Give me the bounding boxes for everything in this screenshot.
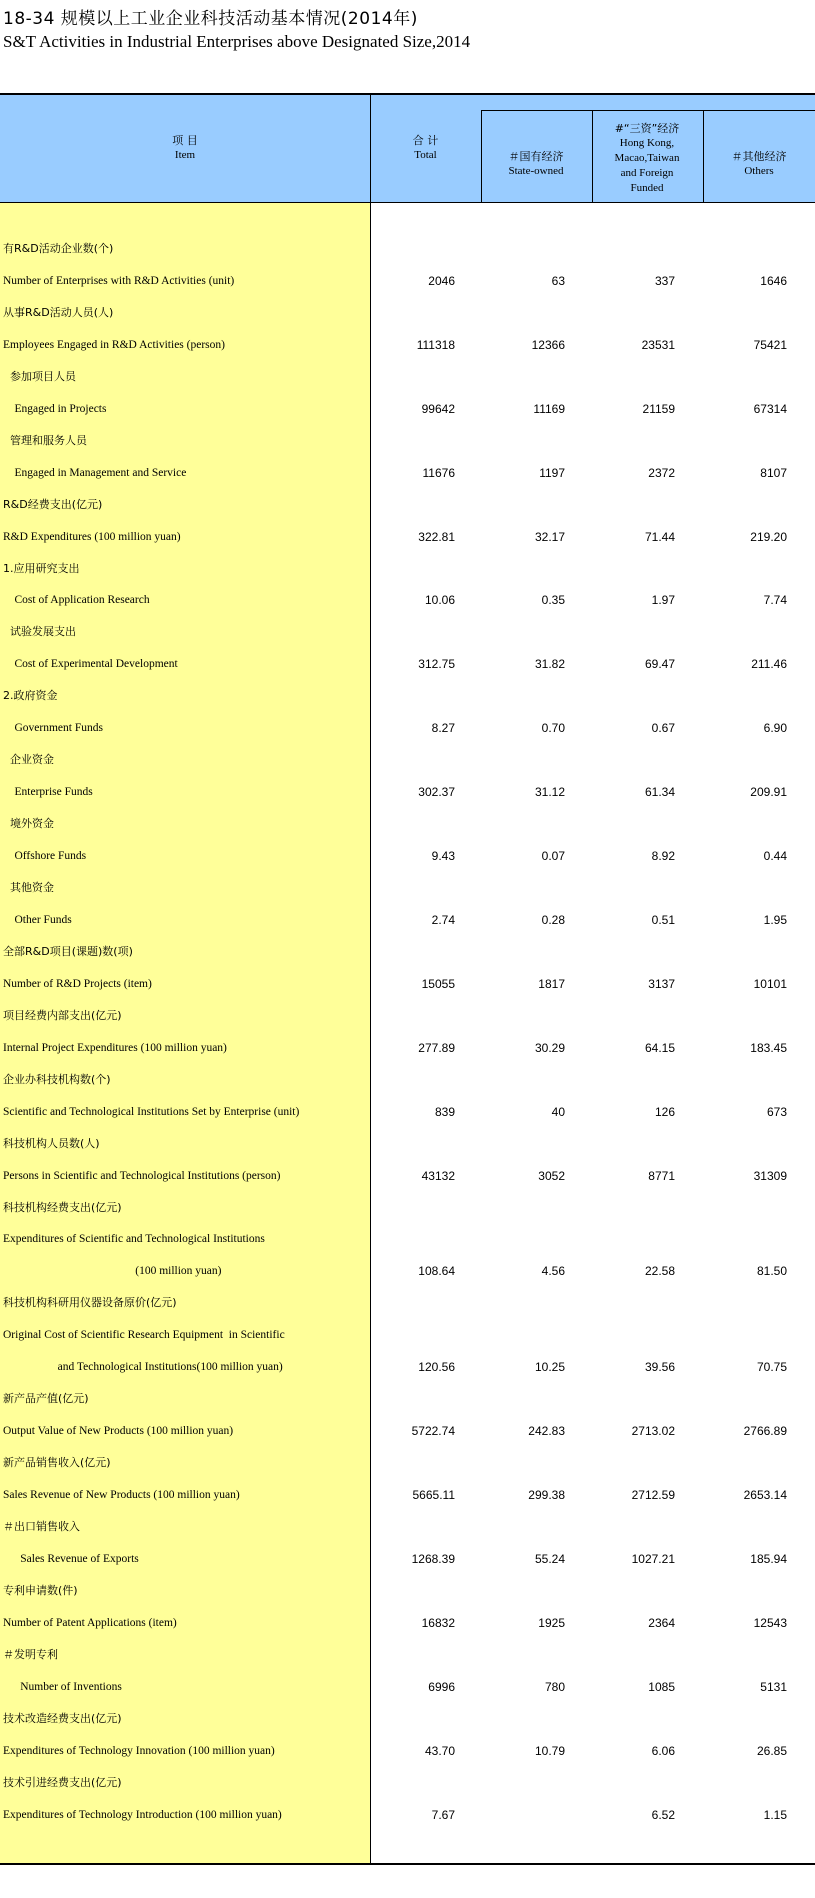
cell-total: 312.75 — [418, 657, 455, 672]
table-row — [0, 1007, 815, 1025]
cell-others: 1.95 — [763, 912, 787, 927]
table-row — [0, 783, 815, 801]
header-item-en: Item — [174, 149, 196, 161]
row-label: 企业资金 — [3, 753, 54, 767]
cell-total: 322.81 — [418, 529, 455, 544]
row-label: Government Funds — [3, 722, 103, 735]
row-label: Number of R&D Projects (item) — [3, 977, 152, 990]
bottom-rule — [0, 1863, 815, 1865]
table-title-chinese: 18-34 规模以上工业企业科技活动基本情况(2014年) — [3, 9, 418, 29]
table-row — [0, 591, 815, 609]
row-label: Sales Revenue of New Products (100 million yuan) — [3, 1489, 240, 1502]
cell-others: 10101 — [753, 976, 787, 991]
cell-foreign-funded: 69.47 — [644, 657, 675, 672]
row-label: 科技机构人员数(人) — [3, 1136, 100, 1150]
table-header — [0, 95, 815, 203]
cell-foreign-funded: 0.51 — [651, 912, 675, 927]
cell-state-owned: 3052 — [538, 1168, 565, 1183]
cell-total: 302.37 — [418, 785, 455, 800]
table-row — [0, 719, 815, 737]
header-foreign-en1: Hong Kong, — [619, 136, 675, 149]
table-row — [0, 400, 815, 418]
row-label: 有R&D活动企业数(个) — [3, 242, 114, 255]
table-row — [0, 1103, 815, 1121]
cell-others: 185.94 — [750, 1551, 787, 1566]
cell-foreign-funded: 61.34 — [644, 785, 675, 800]
row-label: 全部R&D项目(课题)数(项) — [3, 944, 133, 958]
cell-state-owned: 0.70 — [541, 721, 565, 736]
cell-state-owned: 55.24 — [534, 1551, 565, 1566]
row-label: Cost of Application Research — [3, 594, 150, 607]
table-row — [0, 1199, 815, 1217]
table-row — [0, 1135, 815, 1153]
cell-state-owned: 30.29 — [534, 1040, 565, 1055]
cell-foreign-funded: 6.52 — [651, 1807, 675, 1822]
cell-state-owned: 780 — [544, 1679, 565, 1694]
table-row — [0, 847, 815, 865]
cell-foreign-funded: 337 — [654, 273, 675, 288]
cell-foreign-funded: 1085 — [648, 1679, 675, 1694]
cell-state-owned: 1817 — [538, 976, 565, 991]
cell-state-owned: 32.17 — [534, 529, 565, 544]
cell-foreign-funded: 0.67 — [651, 721, 675, 736]
cell-others: 183.45 — [750, 1040, 787, 1055]
table-row — [0, 1294, 815, 1312]
cell-state-owned: 4.56 — [541, 1264, 565, 1279]
row-label: 新产品产值(亿元) — [3, 1392, 89, 1406]
cell-foreign-funded: 3137 — [648, 976, 675, 991]
row-label: and Technological Institutions(100 million yuan) — [3, 1361, 283, 1374]
row-label: (100 million yuan) — [3, 1265, 222, 1278]
cell-state-owned: 40 — [551, 1104, 565, 1119]
cell-state-owned: 11169 — [533, 401, 565, 416]
cell-others: 67314 — [753, 401, 787, 416]
cell-total: 839 — [434, 1104, 455, 1119]
table-row — [0, 1422, 815, 1440]
cell-total: 1268.39 — [411, 1551, 455, 1566]
table-row — [0, 1582, 815, 1600]
cell-total: 108.64 — [418, 1264, 455, 1279]
table-row — [0, 1326, 815, 1344]
header-divider — [592, 110, 593, 203]
table-title-english: S&T Activities in Industrial Enterprises above Designated Size,2014 — [3, 32, 471, 51]
cell-others: 1.15 — [763, 1807, 787, 1822]
row-label: R&D经费支出(亿元) — [3, 497, 103, 511]
cell-state-owned: 0.28 — [541, 912, 565, 927]
table-row — [0, 1646, 815, 1664]
table-row — [0, 1710, 815, 1728]
row-label: Number of Enterprises with R&D Activities (unit) — [3, 274, 235, 287]
table-row — [0, 1039, 815, 1057]
cell-total: 120.56 — [418, 1360, 455, 1375]
row-label: 专利申请数(件) — [3, 1583, 78, 1597]
cell-state-owned: 31.12 — [534, 785, 565, 800]
cell-total: 15055 — [421, 976, 455, 991]
row-label: ＃出口销售收入 — [3, 1520, 80, 1533]
row-label: Number of Inventions — [3, 1680, 122, 1693]
cell-foreign-funded: 64.15 — [644, 1040, 675, 1055]
header-total-cn: 合 计 — [412, 134, 439, 147]
cell-state-owned: 63 — [551, 273, 565, 288]
row-label: 技术引进经费支出(亿元) — [3, 1775, 122, 1789]
cell-foreign-funded: 39.56 — [644, 1360, 675, 1375]
cell-others: 2766.89 — [743, 1424, 787, 1439]
table-row — [0, 1486, 815, 1504]
row-label: Cost of Experimental Development — [3, 658, 178, 671]
cell-others: 75421 — [753, 337, 787, 352]
cell-others: 211.46 — [751, 657, 787, 672]
row-label: Sales Revenue of Exports — [3, 1552, 139, 1565]
row-label: 项目经费内部支出(亿元) — [3, 1008, 122, 1022]
cell-total: 2.74 — [431, 912, 455, 927]
row-label: 试验发展支出 — [3, 625, 76, 639]
cell-foreign-funded: 2712.59 — [631, 1488, 675, 1503]
table-row — [0, 1167, 815, 1185]
cell-foreign-funded: 126 — [654, 1104, 675, 1119]
header-foreign-en3: and Foreign — [620, 166, 674, 179]
cell-total: 11676 — [422, 465, 455, 480]
row-label: 1.应用研究支出 — [3, 561, 80, 575]
cell-total: 99642 — [421, 401, 455, 416]
cell-foreign-funded: 23531 — [641, 337, 675, 352]
table-row — [0, 432, 815, 450]
cell-others: 8107 — [760, 465, 787, 480]
table-row — [0, 304, 815, 322]
cell-state-owned: 242.83 — [528, 1424, 565, 1439]
row-label: 科技机构经费支出(亿元) — [3, 1200, 122, 1214]
cell-state-owned: 0.35 — [541, 593, 565, 608]
cell-others: 81.50 — [756, 1264, 787, 1279]
row-label: Other Funds — [3, 913, 72, 926]
table-row — [0, 1742, 815, 1760]
table-row — [0, 272, 815, 290]
cell-state-owned: 12366 — [531, 337, 565, 352]
table-row — [0, 751, 815, 769]
row-label: 其他资金 — [3, 881, 54, 894]
cell-total: 5665.11 — [412, 1488, 455, 1503]
table-row — [0, 464, 815, 482]
cell-state-owned: 1925 — [538, 1615, 565, 1630]
row-label: Persons in Scientific and Technological Institutions (person) — [3, 1169, 281, 1182]
cell-foreign-funded: 8771 — [648, 1168, 675, 1183]
cell-total: 2046 — [428, 273, 455, 288]
table-row — [0, 879, 815, 897]
table-row — [0, 496, 815, 514]
cell-others: 31309 — [753, 1168, 787, 1183]
header-foreign-en2: Macao,Taiwan — [614, 151, 680, 164]
table-row — [0, 1806, 815, 1824]
table-row — [0, 1774, 815, 1792]
cell-total: 9.43 — [431, 849, 455, 864]
header-foreign-cn: #“三资”经济 — [614, 121, 680, 135]
row-label: 新产品销售收入(亿元) — [3, 1456, 111, 1470]
table-row — [0, 815, 815, 833]
table-row — [0, 687, 815, 705]
cell-others: 219.20 — [750, 529, 787, 544]
header-total-en: Total — [414, 149, 437, 161]
table-row — [0, 1518, 815, 1536]
row-label: Engaged in Management and Service — [3, 466, 187, 479]
cell-total: 6996 — [428, 1679, 455, 1694]
table-row — [0, 655, 815, 673]
cell-others: 7.74 — [763, 593, 787, 608]
row-label: ＃发明专利 — [3, 1647, 58, 1661]
header-state-en: State-owned — [508, 165, 564, 177]
cell-total: 43132 — [421, 1168, 455, 1183]
cell-total: 10.06 — [424, 593, 455, 608]
header-item-cn: 项 目 — [172, 134, 198, 147]
table-row — [0, 528, 815, 546]
header-state-cn: ＃国有经济 — [508, 150, 564, 163]
row-label: 境外资金 — [3, 817, 54, 831]
row-label: 企业办科技机构数(个) — [3, 1072, 111, 1086]
header-others-cn: ＃其他经济 — [731, 150, 787, 163]
row-label: 2.政府资金 — [3, 689, 58, 703]
row-label: Expenditures of Technology Introduction (100 million yuan) — [3, 1808, 282, 1821]
row-label: 参加项目人员 — [3, 369, 76, 383]
cell-others: 26.85 — [756, 1743, 787, 1758]
table-row — [0, 1454, 815, 1472]
cell-others: 5131 — [760, 1679, 787, 1694]
cell-foreign-funded: 6.06 — [651, 1743, 675, 1758]
table-row — [0, 1230, 815, 1248]
cell-foreign-funded: 1027.21 — [631, 1551, 675, 1566]
cell-state-owned: 10.25 — [534, 1360, 565, 1375]
cell-others: 673 — [766, 1104, 787, 1119]
cell-total: 7.67 — [431, 1807, 455, 1822]
row-label: Expenditures of Technology Innovation (100 million yuan) — [3, 1744, 275, 1757]
cell-state-owned: 10.79 — [534, 1743, 565, 1758]
cell-state-owned: 1197 — [539, 465, 565, 480]
row-label: Expenditures of Scientific and Technological Institutions — [3, 1233, 265, 1246]
row-label: Engaged in Projects — [3, 402, 107, 415]
table-row — [0, 1358, 815, 1376]
header-divider — [703, 110, 704, 203]
cell-others: 209.91 — [750, 785, 787, 800]
table-row — [0, 1262, 815, 1280]
table-row — [0, 240, 815, 258]
cell-others: 2653.14 — [743, 1488, 787, 1503]
table-row — [0, 623, 815, 641]
table-row — [0, 336, 815, 354]
table-row — [0, 911, 815, 929]
table-row — [0, 1678, 815, 1696]
cell-total: 43.70 — [424, 1743, 455, 1758]
cell-foreign-funded: 2713.02 — [631, 1424, 675, 1439]
cell-total: 277.89 — [418, 1040, 455, 1055]
row-label: Offshore Funds — [3, 850, 87, 863]
cell-total: 8.27 — [431, 721, 455, 736]
table-row — [0, 943, 815, 961]
cell-foreign-funded: 2372 — [648, 465, 675, 480]
row-label: Output Value of New Products (100 million yuan) — [3, 1425, 234, 1438]
cell-state-owned: 299.38 — [528, 1488, 565, 1503]
header-total — [371, 95, 480, 201]
header-others-en: Others — [744, 165, 774, 177]
cell-others: 6.90 — [763, 721, 787, 736]
row-label: Enterprise Funds — [3, 786, 93, 799]
cell-foreign-funded: 1.97 — [651, 593, 675, 608]
row-label: Employees Engaged in R&D Activities (person) — [3, 338, 225, 351]
header-item — [0, 95, 370, 201]
row-label: R&D Expenditures (100 million yuan) — [3, 530, 181, 543]
header-foreign-en4: Funded — [630, 181, 664, 194]
table-row — [0, 1550, 815, 1568]
cell-state-owned: 31.82 — [534, 657, 565, 672]
cell-others: 70.75 — [756, 1360, 787, 1375]
row-label: Scientific and Technological Institutions Set by Enterprise (unit) — [3, 1105, 300, 1118]
row-label: Original Cost of Scientific Research Equipment in Scientific — [3, 1329, 285, 1342]
cell-foreign-funded: 71.44 — [644, 529, 675, 544]
cell-others: 1646 — [760, 273, 787, 288]
row-label: 科技机构科研用仪器设备原价(亿元) — [3, 1296, 177, 1310]
header-foreign-funded — [592, 105, 702, 211]
header-divider — [481, 110, 482, 203]
header-subline — [481, 110, 815, 111]
table-row — [0, 1071, 815, 1089]
row-label: Number of Patent Applications (item) — [3, 1616, 177, 1629]
cell-total: 16832 — [421, 1615, 455, 1630]
table-row — [0, 368, 815, 386]
table-row — [0, 1390, 815, 1408]
row-label: 从事R&D活动人员(人) — [3, 305, 114, 319]
row-label: 管理和服务人员 — [3, 433, 87, 447]
table-row — [0, 560, 815, 578]
table-row — [0, 1614, 815, 1632]
cell-total: 5722.74 — [411, 1424, 455, 1439]
cell-foreign-funded: 21159 — [642, 401, 675, 416]
table-row — [0, 975, 815, 993]
cell-foreign-funded: 8.92 — [651, 849, 675, 864]
cell-others: 0.44 — [763, 849, 787, 864]
cell-others: 12543 — [753, 1615, 787, 1630]
cell-total: 111318 — [416, 337, 455, 352]
cell-foreign-funded: 2364 — [648, 1615, 675, 1630]
cell-state-owned: 0.07 — [541, 849, 565, 864]
row-label: 技术改造经费支出(亿元) — [3, 1711, 122, 1725]
cell-foreign-funded: 22.58 — [644, 1264, 675, 1279]
row-label: Internal Project Expenditures (100 million yuan) — [3, 1041, 227, 1054]
